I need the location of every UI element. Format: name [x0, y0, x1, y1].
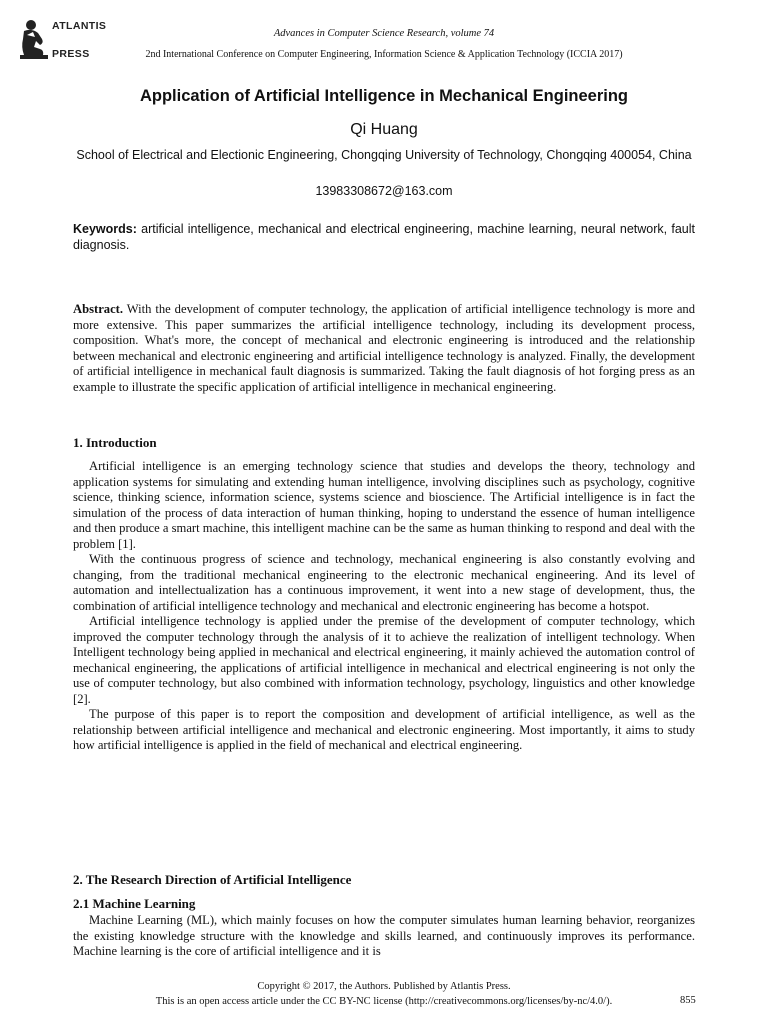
paragraph: The purpose of this paper is to report the composition and development of artificial intelligence, as well as the relationship between artificial intelligence and mechanical and electronic engineering. Most importantly, it aims to study how artificial intelligence is applied in the field of mechanical and electrical engineering. — [73, 707, 695, 752]
journal-title: Advances in Computer Science Research, volume 74 — [273, 28, 495, 39]
page-number: 855 — [680, 995, 696, 1006]
paragraph: With the continuous progress of science and technology, mechanical engineering is also constantly evolving and changing, from the traditional mechanical engineering to the electronic mechanical engineering. And its level of automation and intellectualization has a continuous improvement, it went into a new stage of development, thus, the combination of artificial intelligence technology and mechanical and electronic engineering has become a hotspot. — [73, 552, 695, 613]
author-affiliation: School of Electrical and Electionic Engineering, Chongqing University of Technology, Chongqing 400054, China — [76, 148, 692, 162]
paragraph: Artificial intelligence is an emerging technology science that studies and develops the theory, technology and application systems for simulating and extending human intelligence, involving disciplines such as psychology, cognitive science, thinking science, information science, systems science and bioscience. The Artificial intelligence is in fact the simulation of the process of data interaction of human thinking, hoping to understand the essence of human intelligence and then produce a smart machine, this intelligent machine can be the same as human thinking to respond and deal with the problem [1]. — [73, 459, 695, 551]
paragraph: Machine Learning (ML), which mainly focuses on how the computer simulates human learning behavior, reorganizes the existing knowledge structure with the knowledge and skills learned, and continuously improves its performance. Machine learning is the core of artificial intelligence and it is — [73, 913, 695, 958]
machine-learning-body — [73, 913, 695, 960]
section-heading-research-direction: 2. The Research Direction of Artificial Intelligence — [73, 872, 352, 887]
abstract-label: Abstract. — [73, 302, 124, 316]
thinker-icon — [18, 17, 52, 61]
publisher-name-line2: PRESS — [52, 48, 90, 60]
author-name: Qi Huang — [350, 121, 418, 138]
keywords — [73, 222, 695, 253]
section-heading-introduction: 1. Introduction — [73, 435, 157, 450]
introduction-body — [73, 459, 695, 754]
license-notice: This is an open access article under the CC BY-NC license (http://creativecommons.org/licenses/by-nc/4.0/). — [155, 996, 613, 1007]
keywords-label: Keywords: — [73, 222, 137, 236]
abstract — [73, 302, 695, 395]
author-email: 13983308672@163.com — [315, 184, 453, 198]
publisher-name-line1: ATLANTIS — [52, 20, 107, 32]
paper-title: Application of Artificial Intelligence in Mechanical Engineering — [139, 87, 629, 105]
publisher-logo — [18, 17, 107, 61]
keywords-text: artificial intelligence, mechanical and electrical engineering, machine learning, neural network, fault diagnosis. — [73, 222, 695, 252]
subsection-heading-machine-learning: 2.1 Machine Learning — [73, 896, 196, 911]
paragraph: Artificial intelligence technology is applied under the premise of the development of computer technology, which improved the computer technology through the analysis of it to achieve the realization of intelligent technology. When Intelligent technology being applied in mechanical and electrical engineering, it mainly achieved the automation control of mechanical engineering, the applications of artificial intelligence in mechanical and electrical engineering is not only the use of computer technology, but also combined with information technology, psychology, linguistics and other knowledge [2]. — [73, 614, 695, 706]
conference-name: 2nd International Conference on Computer Engineering, Information Science & Application Technology (ICCIA 2017) — [145, 49, 623, 60]
copyright-notice: Copyright © 2017, the Authors. Published by Atlantis Press. — [257, 981, 511, 992]
abstract-text: With the development of computer technology, the application of artificial intelligence technology is more and more extensive. This paper summarizes the artificial intelligence technology, including its development process, composition. What's more, the concept of mechanical and electronic engineering is introduced and the relationship between mechanical and electronic engineering and artificial intelligence technology is analyzed. Finally, the development of artificial intelligence in mechanical fault diagnosis is summarized. Taking the fault diagnosis of hot forging press as an example to illustrate the specific application of artificial intelligence in mechanical engineering. — [73, 302, 696, 394]
